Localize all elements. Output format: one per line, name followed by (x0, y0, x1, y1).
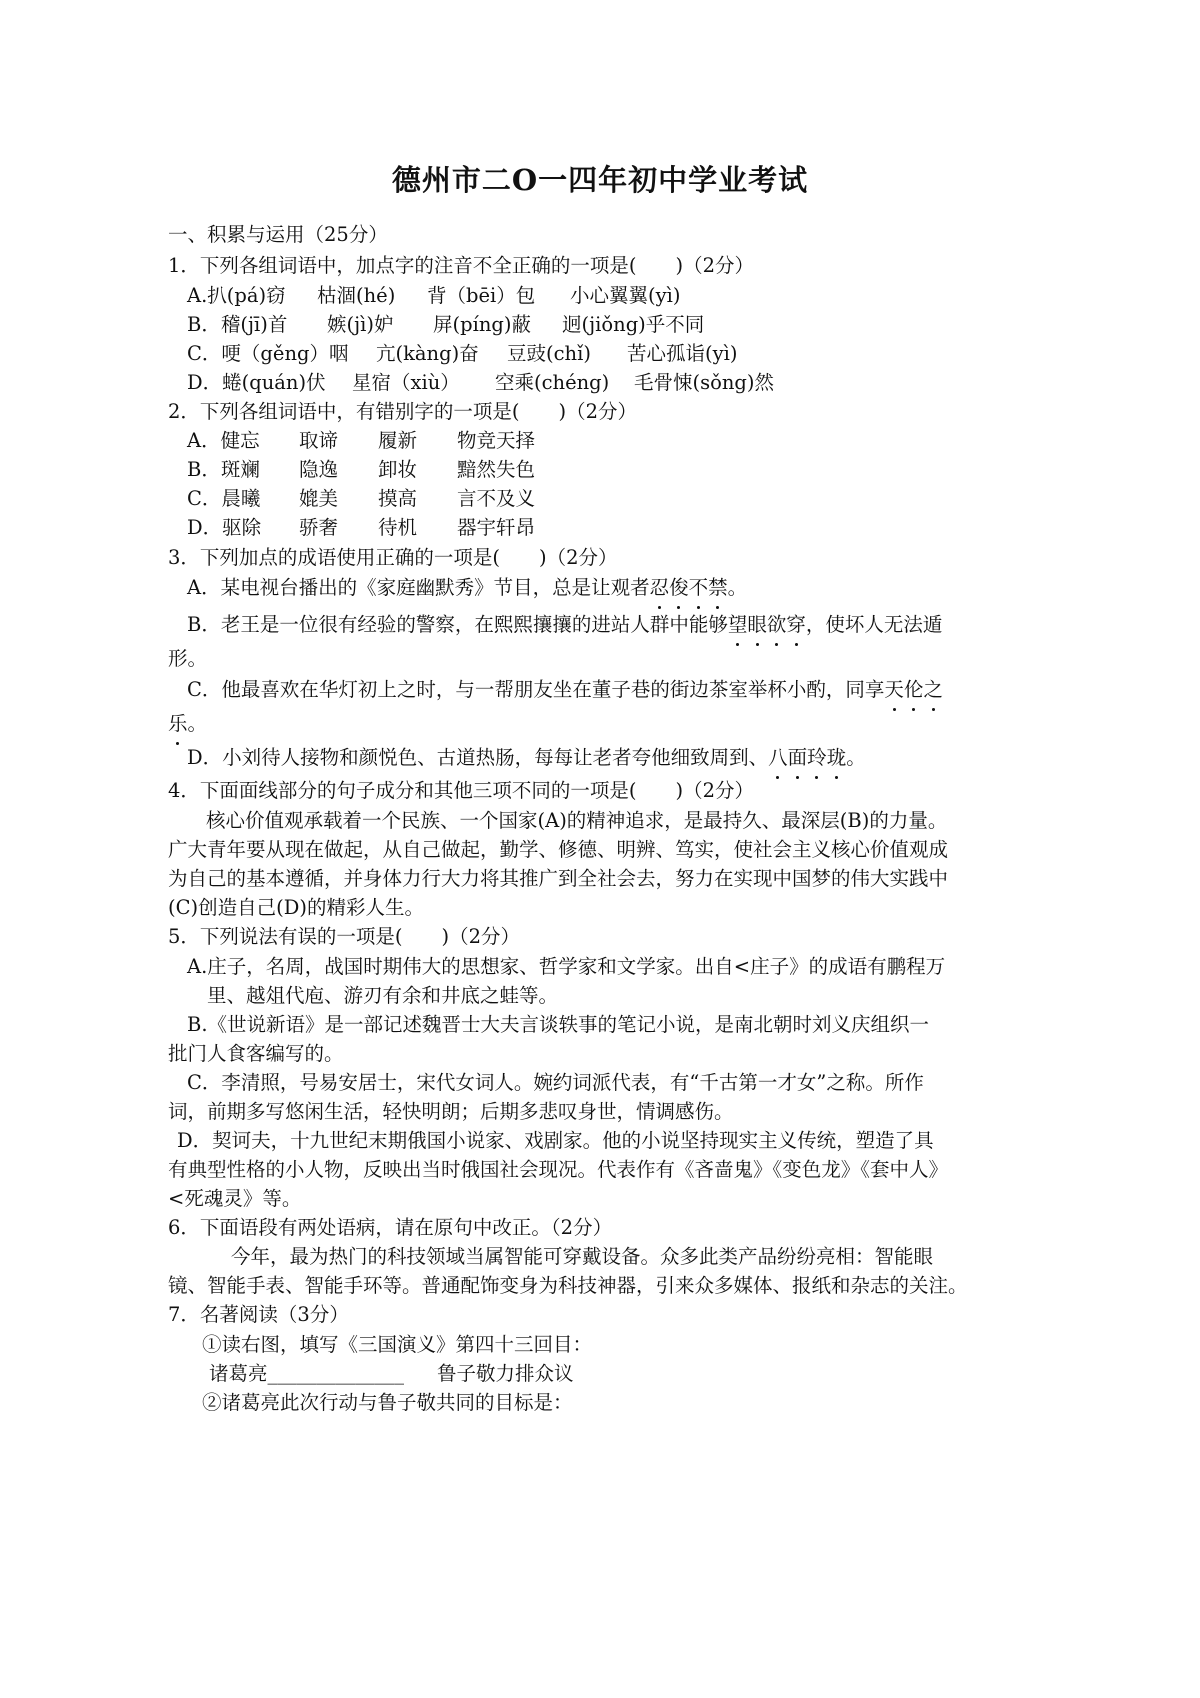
q2-d-word-2: 骄奢 (299, 516, 339, 539)
dotted-character: 伦 (904, 675, 924, 705)
q2-c-word-3: 摸高 (378, 487, 418, 510)
q3-a-text: A．某电视台播出的《家庭幽默秀》节目，总是让观者 (187, 576, 650, 599)
q2-option-b (187, 455, 536, 485)
q3-b-text: B．老王是一位很有经验的警察，在熙熙攘攘的进站人群中能够 (187, 613, 728, 636)
dotted-character: 玲 (807, 743, 827, 773)
q3-b-text-2: ，使坏人无法遁 (805, 613, 943, 636)
q6-passage-line-2: 镜、智能手表、智能手环等。普通配饰变身为科技神器，引来众多媒体、报纸和杂志的关注。 (168, 1274, 968, 1297)
q3-option-b (187, 610, 942, 640)
q5-option-c-line-2: 词，前期多写悠闲生活，轻快明朗；后期多悲叹身世，情调感伤。 (168, 1100, 734, 1123)
q2-c-word-1: C．晨曦 (187, 487, 261, 510)
q1-d-word-4: 毛骨悚(sǒng)然 (634, 371, 775, 394)
q3-c-text: C．他最喜欢在华灯初上之时，与一帮朋友坐在董子巷的街边茶室举杯小酌，同享 (187, 678, 885, 701)
q2-a-word-4: 物竞天择 (457, 429, 536, 452)
q2-b-word-4: 黯然失色 (457, 458, 536, 481)
q2-b-word-3: 卸妆 (378, 458, 418, 481)
q3-b-dotted-idiom (728, 610, 806, 640)
q2-d-word-3: 待机 (378, 516, 418, 539)
q3-a-end: 。 (727, 576, 748, 599)
q2-b-word-2: 隐逸 (299, 458, 339, 481)
q1-b-word-3: 屏(píng)蔽 (433, 313, 531, 336)
q1-d-word-3: 空乘(chéng) (495, 371, 610, 394)
q3-d-dotted-idiom (768, 743, 846, 773)
q2-d-word-4: 器宇轩昂 (457, 516, 536, 539)
dotted-character: 不 (689, 573, 709, 603)
q2-a-word-3: 履新 (378, 429, 418, 452)
q1-b-word-2: 嫉(jì)妒 (327, 313, 394, 336)
q4-passage-line-2: 广大青年要从现在做起，从自己做起，勤学、修德、明辨、笃实，使社会主义核心价值观成 (168, 838, 949, 861)
q5-option-b-line-1: B.《世说新语》是一部记述魏晋士大夫言谈轶事的笔记小说，是南北朝时刘义庆组织一 (187, 1013, 930, 1036)
q2-a-word-1: A．健忘 (187, 429, 260, 452)
q1-c-word-2: 亢(kàng)奋 (376, 342, 479, 365)
q5-option-d-line-1: D．契诃夫，十九世纪末期俄国小说家、戏剧家。他的小说坚持现实主义传统，塑造了具 (177, 1129, 934, 1152)
q5-option-b-line-2: 批门人食客编写的。 (168, 1042, 344, 1065)
dotted-character: 面 (788, 743, 808, 773)
q2-c-word-2: 媲美 (299, 487, 339, 510)
question-7-stem: 7．名著阅读（3分） (168, 1303, 349, 1326)
q1-a-word-2: 枯涸(hé) (317, 284, 396, 307)
dotted-character: 乐 (168, 709, 188, 739)
q1-option-c (187, 339, 738, 369)
q1-b-word-1: B．稽(jī)首 (187, 313, 288, 336)
q3-c-end: 。 (187, 712, 208, 735)
q5-option-a-line-2: 里、越俎代庖、游刃有余和井底之蛙等。 (207, 984, 559, 1007)
question-1-stem: 1．下列各组词语中，加点字的注音不全正确的一项是( )（2分） (168, 254, 755, 277)
question-4-stem: 4．下面面线部分的句子成分和其他三项不同的一项是( )（2分） (168, 779, 755, 802)
q3-option-c-continued (168, 709, 207, 739)
q4-passage-line-1: 核心价值观承载着一个民族、一个国家(A)的精神追求，是最持久、最深层(B)的力量。 (206, 809, 948, 832)
q7-chapter-second-half: 鲁子敬力排众议 (437, 1362, 574, 1385)
q3-d-idiom (768, 743, 846, 773)
q6-passage-line-1: 今年，最为热门的科技领域当属智能可穿戴设备。众多此类产品纷纷亮相：智能眼 (231, 1245, 934, 1268)
q1-a-word-1: A.扒(pá)窃 (187, 284, 286, 307)
q5-option-d-line-2: 有典型性格的小人物，反映出当时俄国社会现况。代表作有《吝啬鬼》《变色龙》《套中人》 (168, 1158, 949, 1181)
question-3-stem: 3．下列加点的成语使用正确的一项是( )（2分） (168, 546, 618, 569)
q3-b-idiom (728, 610, 806, 640)
dotted-character: 天 (884, 675, 904, 705)
q7-subquestion-2: ②诸葛亮此次行动与鲁子敬共同的目标是： (202, 1391, 573, 1414)
q1-d-word-2: 星宿（xiù） (352, 371, 460, 394)
q1-c-word-3: 豆豉(chǐ) (507, 342, 591, 365)
q1-d-word-1: D．蜷(quán)伏 (187, 371, 326, 394)
dotted-character: 眼 (747, 610, 767, 640)
q3-c-idiom (884, 675, 943, 705)
q1-option-d (187, 368, 775, 398)
q7-fill-blank: 诸葛亮______________ (209, 1362, 405, 1385)
q3-a-idiom (650, 573, 728, 603)
q3-c-idiom-end (168, 709, 188, 739)
q1-b-word-4: 迥(jiǒng)乎不同 (562, 313, 705, 336)
q1-option-b (187, 310, 705, 340)
q5-option-d-line-3: <死魂灵》等。 (168, 1187, 302, 1210)
exam-title: 德州市二O一四年初中学业考试 (391, 163, 809, 197)
q2-c-word-4: 言不及义 (457, 487, 536, 510)
q2-option-d (187, 513, 536, 543)
q7-chapter-title (209, 1359, 574, 1389)
q2-option-a (187, 426, 536, 456)
dotted-character: 珑 (827, 743, 847, 773)
dotted-character: 八 (768, 743, 788, 773)
q3-option-a (187, 573, 747, 603)
q2-a-word-2: 取谛 (299, 429, 339, 452)
q4-passage-line-4: (C)创造自己(D)的精彩人生。 (168, 896, 424, 919)
question-2-stem: 2．下列各组词语中，有错别字的一项是( )（2分） (168, 400, 638, 423)
dotted-character: 望 (728, 610, 748, 640)
dotted-character: 俊 (669, 573, 689, 603)
q1-a-word-3: 背（bēi）包 (427, 284, 536, 307)
dotted-character: 禁 (708, 573, 728, 603)
q2-d-word-1: D．驱除 (187, 516, 262, 539)
q3-option-c (187, 675, 943, 705)
q3-d-text: D．小刘待人接物和颜悦色、古道热肠，每每让老者夸他细致周到、 (187, 746, 769, 769)
q3-option-b-continued: 形。 (168, 647, 208, 670)
q3-a-dotted-idiom (650, 573, 728, 603)
dotted-character: 穿 (786, 610, 806, 640)
q2-b-word-1: B．斑斓 (187, 458, 260, 481)
q2-option-c (187, 484, 536, 514)
section-heading: 一、积累与运用（25分） (168, 223, 388, 246)
q1-c-word-4: 苦心孤诣(yì) (627, 342, 738, 365)
q7-subquestion-1: ①读右图，填写《三国演义》第四十三回目： (202, 1333, 593, 1356)
q3-d-end: 。 (846, 746, 866, 769)
q1-a-word-4: 小心翼翼(yì) (570, 284, 681, 307)
q5-option-c-line-1: C．李清照，号易安居士，宋代女词人。婉约词派代表，有“千古第一才女”之称。所作 (187, 1071, 924, 1094)
q3-option-d (187, 743, 866, 773)
question-5-stem: 5．下列说法有误的一项是( )（2分） (168, 925, 521, 948)
dotted-character: 忍 (650, 573, 670, 603)
q4-passage-line-3: 为自己的基本遵循，并身体力行大力将其推广到全社会去，努力在实现中国梦的伟大实践中 (168, 867, 949, 890)
question-6-stem: 6．下面语段有两处语病，请在原句中改正。（2分） (168, 1216, 613, 1239)
q1-c-word-1: C．哽（gěng）咽 (187, 342, 349, 365)
dotted-character: 之 (923, 675, 943, 705)
dotted-character: 欲 (767, 610, 787, 640)
q5-option-a-line-1: A.庄子，名周，战国时期伟大的思想家、哲学家和文学家。出自<庄子》的成语有鹏程万 (187, 955, 946, 978)
q3-c-dotted-idiom (884, 675, 943, 705)
q1-option-a (187, 281, 681, 311)
